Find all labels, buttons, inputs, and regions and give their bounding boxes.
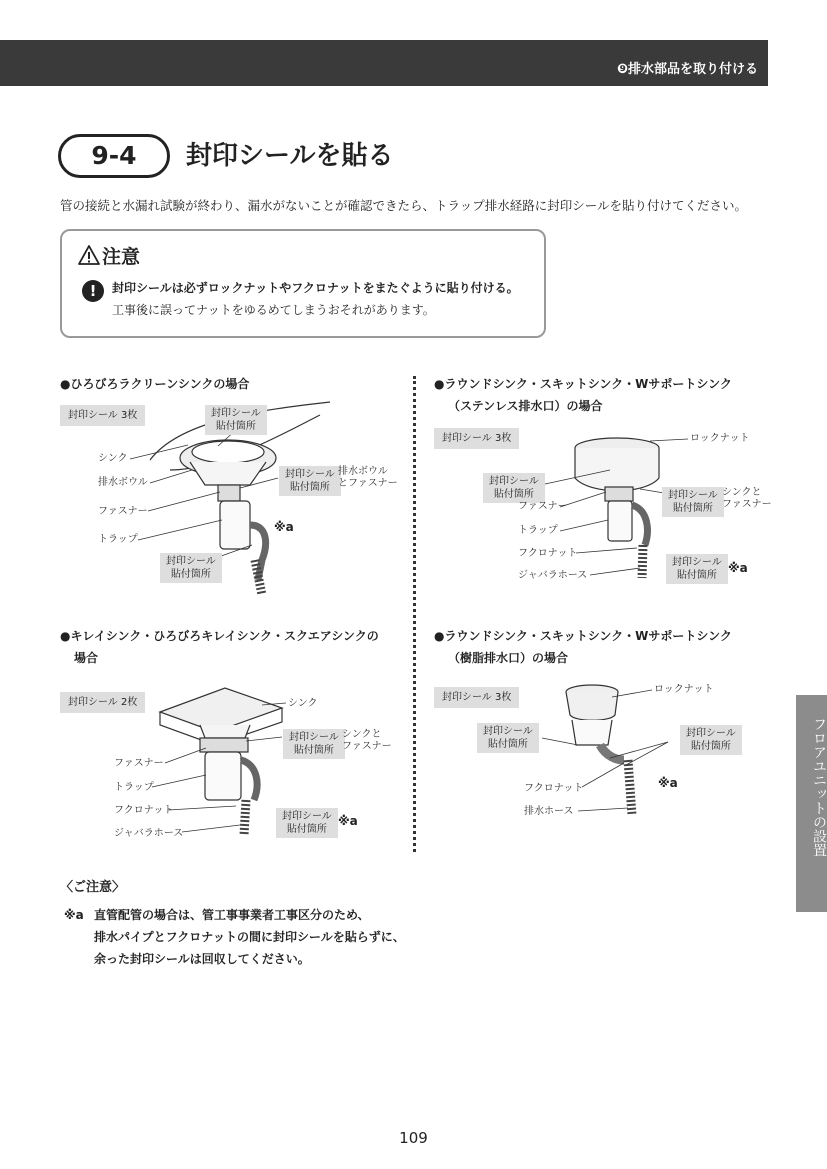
seal-label: 貼付箇所 [293,745,334,756]
seal-location-br-1 [477,723,539,753]
part-label-locknut-tr: ロックナット [690,433,750,444]
heading-line: ●ラウンドシンク・スキットシンク・Wサポートシンク [434,377,732,391]
part-label-hose-bl: ジャバラホース [114,828,184,839]
seal-label: 封印シール [285,469,335,480]
side-label-line: とファスナー [338,478,398,489]
seal-label: 貼付箇所 [286,824,327,835]
note-mark-bl: ※a [338,814,358,828]
header-title: ❾排水部品を取り付ける [616,62,758,77]
caution-title: 注意 [102,246,141,268]
part-label-nut-bl: フクロナット [114,805,174,816]
seal-label: 貼付箇所 [215,421,256,432]
part-label-sink: シンク [98,453,128,464]
seal-label: 封印シール [211,408,261,419]
seal-location-tl-2 [279,466,341,496]
side-tab [796,695,827,912]
part-label-trap-tr: トラップ [518,525,558,536]
page-header [0,40,768,86]
caution-box [60,229,546,338]
notes-line: 直管配管の場合は、管工事事業者工事区分のため、 [94,908,370,922]
note-mark-tl: ※a [274,520,294,534]
side-label-line: シンクと [722,487,762,498]
seal-location-tr-2 [662,487,724,517]
seal-label: 貼付箇所 [690,741,731,752]
seal-label: 貼付箇所 [170,569,211,580]
heading-line: ●キレイシンク・ひろびろキレイシンク・スクエアシンクの [60,629,379,643]
notes-heading: 〈ご注意〉 [60,880,126,895]
seal-count-bl: 封印シール 2枚 [60,692,145,713]
note-mark-tr: ※a [728,561,748,575]
case-heading-tl: ●ひろびろラクリーンシンクの場合 [60,377,250,391]
seal-count-tr: 封印シール 3枚 [434,428,519,449]
part-label-fastener: ファスナー [98,506,148,517]
side-label-line: シンクと [342,729,382,740]
side-label-tl [338,466,398,490]
part-label-bowl: 排水ボウル [98,477,148,488]
seal-count-tl: 封印シール 3枚 [60,405,145,426]
seal-label: 封印シール [166,556,216,567]
seal-label: 封印シール [289,732,339,743]
part-label-nut-tr: フクロナット [518,548,578,559]
seal-label: 貼付箇所 [289,482,330,493]
seal-label: 封印シール [672,557,722,568]
section-title: 封印シールを貼る [186,141,394,171]
seal-count-br: 封印シール 3枚 [434,687,519,708]
seal-label: 貼付箇所 [493,489,534,500]
seal-label: 封印シール [483,726,533,737]
part-label-trap-bl: トラップ [114,782,154,793]
notes-mark: ※a [64,908,84,922]
caution-bold-text: 封印シールは必ずロックナットやフクロナットをまたぐように貼り付ける。 [112,281,519,295]
note-mark-br: ※a [658,776,678,790]
seal-location-tl-1 [205,405,267,435]
heading-line: ●ラウンドシンク・スキットシンク・Wサポートシンク [434,629,732,643]
seal-location-br-2 [680,725,742,755]
caution-heading [78,245,140,269]
seal-location-tr-3 [666,554,728,584]
part-label-locknut-br: ロックナット [654,684,714,695]
side-label-line: ファスナー [722,499,772,510]
intro-text: 管の接続と水漏れ試験が終わり、漏水がないことが確認できたら、トラップ排水経路に封印シールを貼り付けてください。 [60,198,748,213]
side-label-line: 排水ボウル [338,466,388,477]
heading-line: 場合 [74,651,99,665]
side-label-bl [342,729,392,753]
side-tab-label: フロアユニットの設置 [811,717,827,857]
warning-triangle-icon [78,245,100,265]
exclamation-icon: ! [82,280,104,302]
notes-line: 余った封印シールは回収してください。 [94,952,310,966]
seal-location-tl-3 [160,553,222,583]
section-number: 9-4 [58,134,170,178]
seal-label: 封印シール [489,476,539,487]
seal-location-tr-1 [483,473,545,503]
notes-line: 排水パイプとフクロナットの間に封印シールを貼らずに、 [94,930,405,944]
side-label-tr [722,487,772,511]
part-label-fastener-bl: ファスナー [114,758,164,769]
case-heading-tr [434,373,732,417]
seal-label: 貼付箇所 [676,570,717,581]
case-heading-bl [60,625,379,669]
caution-normal-text: 工事後に誤ってナットをゆるめてしまうおそれがあります。 [112,303,435,317]
seal-location-bl-2 [276,808,338,838]
side-label-line: ファスナー [342,741,392,752]
part-label-sink-bl: シンク [288,698,318,709]
heading-line: （樹脂排水口）の場合 [448,651,569,665]
seal-label: 封印シール [668,490,718,501]
seal-label: 貼付箇所 [487,739,528,750]
heading-line: （ステンレス排水口）の場合 [448,399,603,413]
page-number: 109 [399,1129,428,1147]
notes-text [94,904,405,970]
seal-location-bl-1 [283,729,345,759]
seal-label: 貼付箇所 [672,503,713,514]
part-label-hose-tr: ジャバラホース [518,570,588,581]
seal-label: 封印シール [282,811,332,822]
part-label-hose-br: 排水ホース [524,806,574,817]
part-label-fastener-tr: ファスナー [518,501,568,512]
case-heading-br [434,625,732,669]
part-label-trap: トラップ [98,534,138,545]
part-label-nut-br: フクロナット [524,783,584,794]
seal-label: 封印シール [686,728,736,739]
